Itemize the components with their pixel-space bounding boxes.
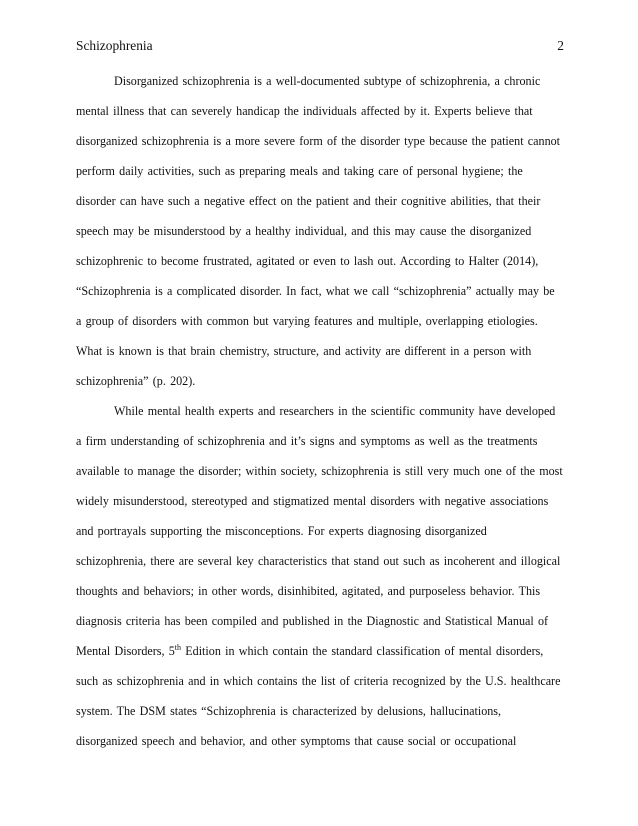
paragraph-2-line: and portrayals supporting the misconceptions. For experts diagnosing disorganized xyxy=(76,524,487,538)
paragraph-2-line: schizophrenia, there are several key characteristics that stand out such as incoherent and illogical xyxy=(76,554,561,568)
paragraph-1-line: perform daily activities, such as preparing meals and taking care of personal hygiene; the xyxy=(76,164,523,178)
page-header xyxy=(76,38,564,58)
paragraph-1-line: mental illness that can severely handicap the individuals affected by it. Experts believe that xyxy=(76,104,533,118)
paragraph-2-line: While mental health experts and researchers in the scientific community have developed xyxy=(114,404,556,418)
paragraph-1-line: schizophrenic to become frustrated, agitated or even to lash out. According to Halter (2014), xyxy=(76,254,539,268)
paragraph-1-line: disorder can have such a negative effect on the patient and their cognitive abilities, that their xyxy=(76,194,541,208)
paragraph-1-line: a group of disorders with common but varying features and multiple, overlapping etiologies. xyxy=(76,314,538,328)
paragraph-1-line: speech may be misunderstood by a healthy individual, and this may cause the disorganized xyxy=(76,224,532,238)
paragraph-2-line: a firm understanding of schizophrenia and it’s signs and symptoms as well as the treatments xyxy=(76,434,538,448)
paragraph-1-line: schizophrenia” (p. 202). xyxy=(76,374,196,388)
paragraph-1-line: What is known is that brain chemistry, structure, and activity are different in a person with xyxy=(76,344,532,358)
paragraph-1-line: Disorganized schizophrenia is a well-documented subtype of schizophrenia, a chronic xyxy=(114,74,541,88)
paragraph-1-line: disorganized schizophrenia is a more severe form of the disorder type because the patient cannot xyxy=(76,134,561,148)
paragraph-2-line: widely misunderstood, stereotyped and stigmatized mental disorders with negative associations xyxy=(76,494,549,508)
running-head: Schizophrenia xyxy=(76,38,153,53)
line-text-before-superscript: Mental Disorders, 5 xyxy=(76,644,175,658)
body-text xyxy=(76,66,566,756)
paragraph-2-line: thoughts and behaviors; in other words, disinhibited, agitated, and purposeless behavior. This xyxy=(76,584,541,598)
paragraph-2-line: available to manage the disorder; within society, schizophrenia is still very much one of the most xyxy=(76,464,563,478)
ordinal-superscript: th xyxy=(174,643,182,652)
paragraph-2-line: system. The DSM states “Schizophrenia is characterized by delusions, hallucinations, xyxy=(76,704,502,718)
page-number: 2 xyxy=(557,38,564,53)
paragraph-2-line xyxy=(76,636,566,666)
paragraph-1-line: “Schizophrenia is a complicated disorder. In fact, what we call “schizophrenia” actually may be xyxy=(76,284,555,298)
paragraph-2-line: such as schizophrenia and in which contains the list of criteria recognized by the U.S. healthcare xyxy=(76,674,561,688)
line-text-after-superscript: Edition in which contain the standard classification of mental disorders, xyxy=(181,644,544,658)
paragraph-2-line: diagnosis criteria has been compiled and published in the Diagnostic and Statistical Manual of xyxy=(76,614,549,628)
paragraph-2-line: disorganized speech and behavior, and other symptoms that cause social or occupational xyxy=(76,734,517,748)
